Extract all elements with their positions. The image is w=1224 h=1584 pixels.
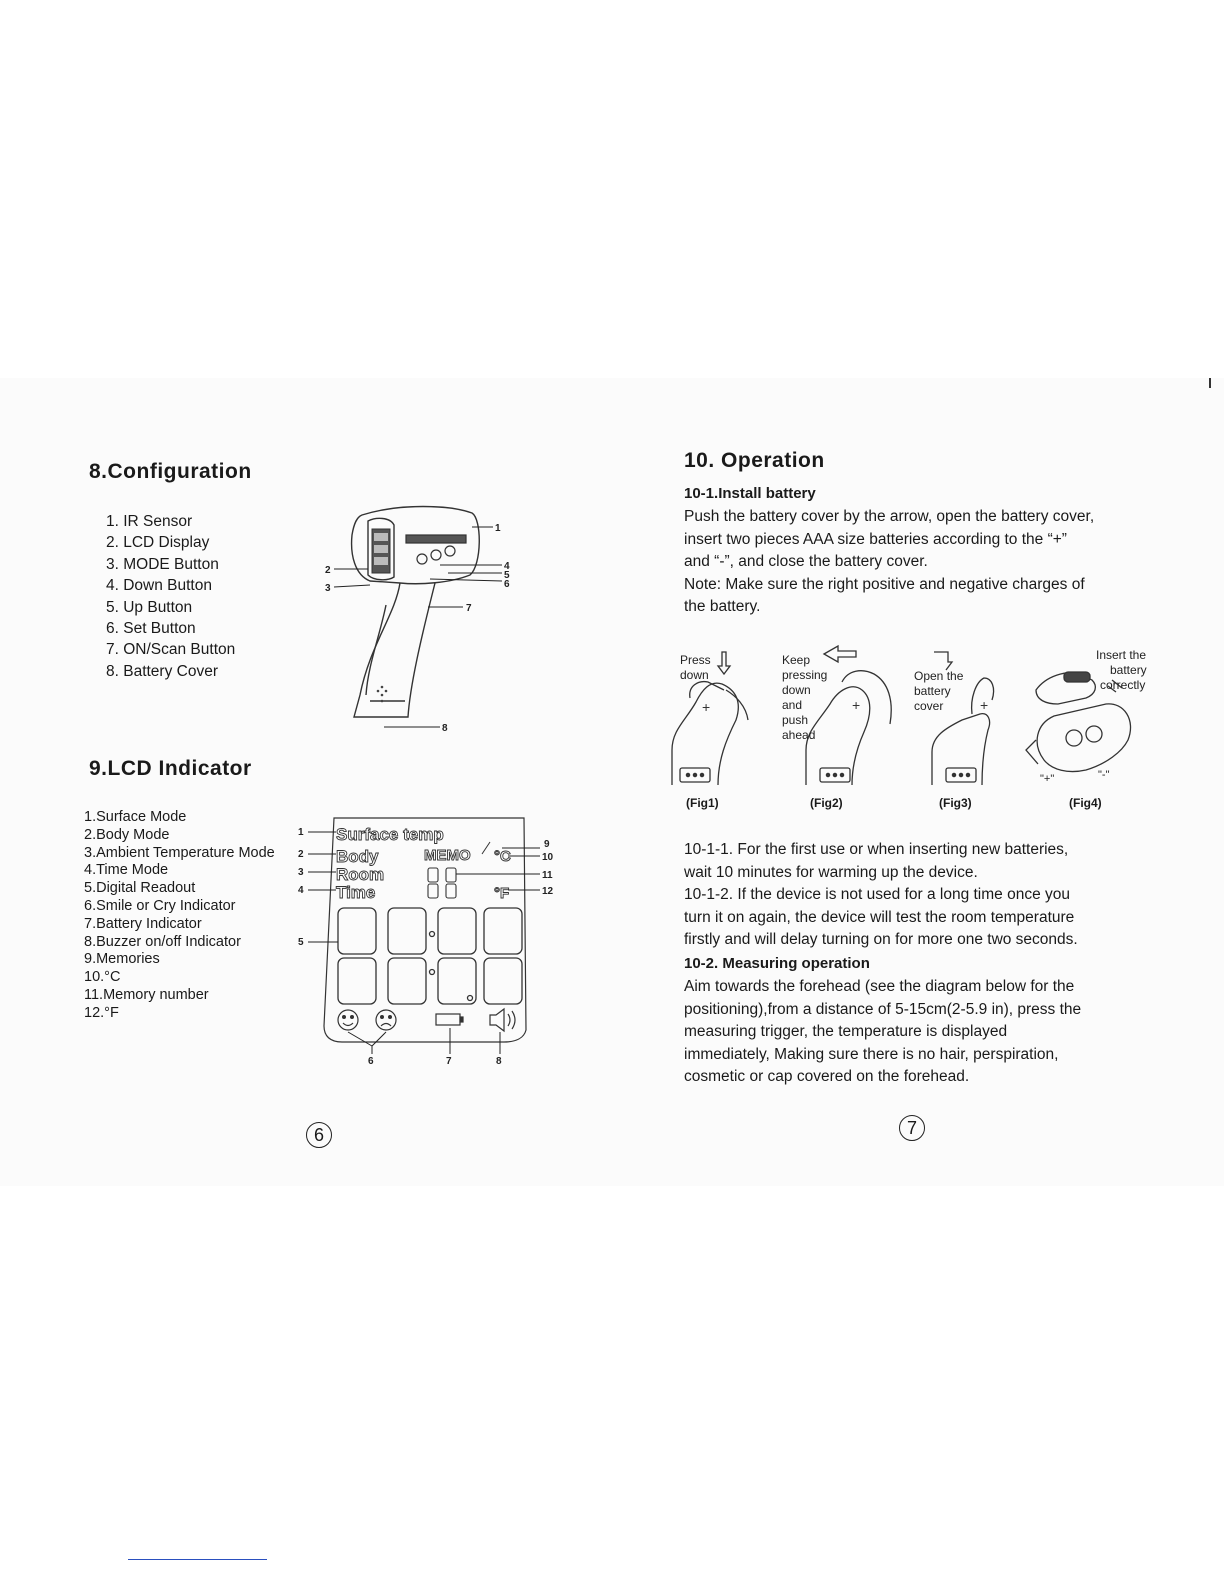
lcd-callout-11: 11 — [542, 870, 553, 881]
page-number-right: 7 — [899, 1114, 925, 1141]
list-item: 2. LCD Display — [106, 534, 210, 552]
fig2-label-line: Keep — [782, 653, 811, 667]
fig4-label-line: battery — [1110, 663, 1147, 677]
fig1-caption: (Fig1) — [686, 796, 719, 810]
fig2-label-line: ahead — [782, 728, 816, 742]
fig3-label-line: battery — [914, 684, 951, 698]
list-item: 7. ON/Scan Button — [106, 641, 236, 659]
list-item: 4.Time Mode — [84, 862, 169, 879]
callout-3: 3 — [325, 583, 331, 594]
fig4-caption: (Fig4) — [1069, 796, 1102, 810]
callout-2: 2 — [325, 565, 331, 576]
lcd-callout-1: 1 — [298, 827, 304, 838]
svg-text:+: + — [852, 697, 861, 713]
callout-1: 1 — [495, 523, 501, 534]
list-item: 11.Memory number — [84, 986, 209, 1003]
list-item: 12.°F — [84, 1004, 119, 1021]
lcd-callout-2: 2 — [298, 849, 304, 860]
list-item: 3. MODE Button — [106, 555, 219, 573]
lcd-callout-10: 10 — [542, 852, 554, 863]
fahrenheit-symbol: °F — [494, 885, 510, 902]
battery-notes-text: 10-1-1. For the first use or when inserting new batteries, wait 10 minutes for warming up the device. 10-1-2. If the device is not used for a long time once you turn it on again, the device will test the room temperature firstly and will delay turning on for more one two seconds. — [684, 841, 1078, 949]
fig4-label-line: Insert the — [1096, 648, 1147, 662]
lcd-callout-7: 7 — [446, 1056, 452, 1067]
fig1-label-line: down — [680, 668, 709, 682]
polarity-plus-label: "+" — [1040, 773, 1055, 785]
memory-number-digits — [428, 868, 456, 898]
callout-4: 4 — [504, 561, 510, 572]
callout-8: 8 — [442, 723, 448, 734]
svg-text:+: + — [980, 697, 989, 713]
fig2-label-line: pressing — [782, 668, 828, 682]
lcd-callout-9: 9 — [544, 839, 550, 850]
list-item: 7.Battery Indicator — [84, 915, 202, 932]
list-item: 1. IR Sensor — [106, 513, 193, 530]
list-item: 6. Set Button — [106, 620, 196, 638]
callout-5: 5 — [504, 570, 510, 581]
cry-icon — [376, 1010, 396, 1030]
list-item: 5. Up Button — [106, 598, 193, 616]
lcd-callout-5: 5 — [298, 937, 304, 948]
lcd-callout-4: 4 — [298, 885, 304, 896]
polarity-minus-label: "-" — [1098, 769, 1110, 781]
lcd-screen-icon — [372, 529, 390, 573]
list-item: 8.Buzzer on/off Indicator — [84, 933, 241, 950]
configuration-heading: 8.Configuration — [89, 460, 252, 483]
time-word: Time — [336, 883, 376, 902]
list-item: 3.Ambient Temperature Mode — [84, 844, 275, 861]
fig4-label-line: correctly — [1100, 678, 1146, 692]
lcd-indicator-heading: 9.LCD Indicator — [89, 757, 252, 780]
callout-6: 6 — [504, 579, 510, 590]
footer-rule — [128, 1559, 267, 1560]
list-item: 9.Memories — [84, 951, 160, 968]
lcd-indicator-list — [84, 809, 275, 1023]
lcd-diagram — [294, 810, 569, 1070]
measuring-operation-title: 10-2. Measuring operation — [684, 955, 870, 972]
smile-icon — [338, 1010, 358, 1030]
body-word: Body — [336, 847, 379, 866]
fig2-caption: (Fig2) — [810, 796, 843, 810]
list-item: 2.Body Mode — [84, 826, 170, 843]
celsius-symbol: °C — [494, 848, 511, 865]
measuring-operation-text: Aim towards the forehead (see the diagram below for the positioning),from a distance of 5-15cm(2-5.9 in), press the measuring trigger, the temperature is displayed immediately, Making sure there is no hair, perspiration, cosmetic or cap covered on the forehead. — [684, 978, 1082, 1086]
configuration-list — [106, 511, 235, 682]
page-number-left: 6 — [306, 1121, 332, 1148]
list-item: 1.Surface Mode — [84, 809, 187, 825]
digital-readout — [338, 908, 522, 1004]
callout-7: 7 — [466, 603, 472, 614]
list-item: 4. Down Button — [106, 577, 212, 595]
lcd-callout-6: 6 — [368, 1056, 374, 1067]
list-item: 8. Battery Cover — [106, 662, 218, 680]
lcd-callout-12: 12 — [542, 886, 554, 897]
fig3-caption: (Fig3) — [939, 796, 972, 810]
list-item: 5.Digital Readout — [84, 880, 196, 897]
operation-heading: 10. Operation — [684, 449, 825, 472]
fig1-label-line: Press — [680, 653, 711, 667]
battery-icon — [436, 1014, 463, 1025]
install-battery-text: Push the battery cover by the arrow, open the battery cover, insert two pieces AAA size batteries according to the “+” and “-”, and close the battery cover. Note: Make sure the right positive and negative charges of the battery. — [684, 508, 1095, 616]
room-word: Room — [336, 865, 385, 884]
fig3-label-line: cover — [914, 699, 944, 713]
fig2-label-line: and — [782, 698, 803, 712]
fig2-illustration — [806, 646, 891, 785]
speaker-icon — [490, 1009, 515, 1031]
lcd-callout-3: 3 — [298, 867, 304, 878]
battery-figures — [666, 640, 1166, 790]
memo-word: MEMO — [424, 847, 471, 864]
edge-mark — [1209, 378, 1211, 388]
surface-temp-word: Surface temp — [336, 825, 444, 844]
install-battery-title: 10-1.Install battery — [684, 485, 816, 502]
list-item: 10.°C — [84, 969, 121, 986]
svg-text:+: + — [702, 699, 711, 715]
fig3-label-line: Open the — [914, 669, 964, 683]
fig2-label-line: push — [782, 713, 809, 727]
lcd-callout-8: 8 — [496, 1056, 502, 1067]
list-item: 6.Smile or Cry Indicator — [84, 897, 236, 914]
fig2-label-line: down — [782, 683, 811, 697]
thermometer-illustration — [310, 495, 525, 740]
